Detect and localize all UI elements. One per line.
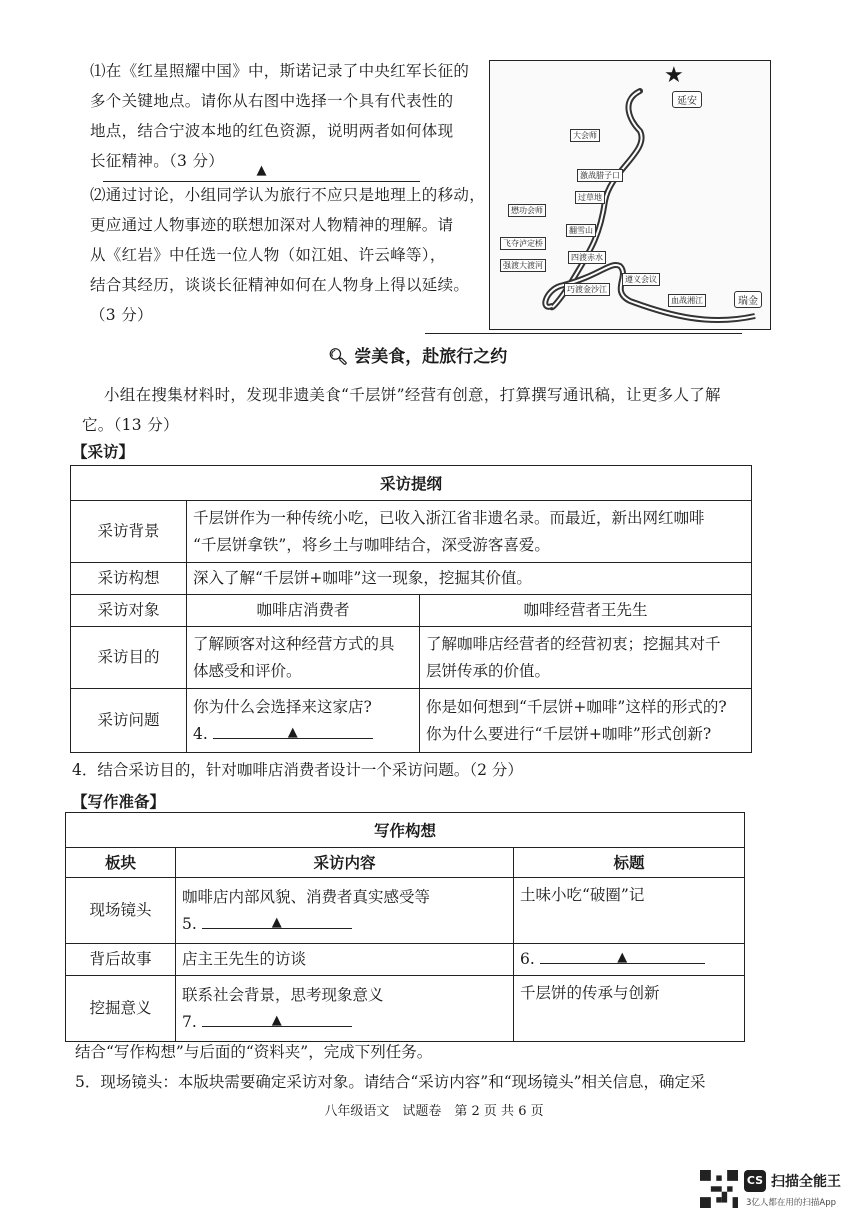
intro-line: 小组在搜集材料时，发现非遗美食“千层饼”经营有创意，打算撰写通讯稿，让更多人了解 [104,386,721,404]
question-line: 你为什么要进行“千层饼+咖啡”形式创新? [426,724,712,743]
content-line: 联系社会背景，思考现象意义 [182,985,384,1004]
blank-number: 7. [182,1012,197,1031]
header-section: 板块 [66,848,176,878]
question-2-line: 更应通过人物事迹的联想加深对人物精神的理解。请 [90,216,454,234]
map-place-ruijin: 瑞金 [734,291,762,308]
intro-line: 它。（13 分） [82,416,179,434]
answer-line-2[interactable] [425,331,742,334]
header-content: 采访内容 [176,848,514,878]
writing-table [65,812,745,1042]
map-place: 大会师 [570,129,600,142]
camscanner-logo-icon: CS [744,1170,766,1192]
title-cell: 土味小吃“破圈”记 [514,878,745,944]
star-icon: ★ [664,63,684,88]
section-label: 现场镜头 [66,878,176,944]
question-1-line: 长征精神。（3 分） [90,152,225,170]
map-place: 四渡赤水 [568,251,606,264]
writing-table-title: 写作构想 [66,813,745,848]
purpose-line: 了解顾客对这种经营方式的具 [193,634,395,653]
concept-cell: 深入了解“千层饼+咖啡”这一现象，挖掘其价值。 [187,563,752,595]
purpose-line: 层饼传承的价值。 [426,661,551,680]
answer-line-5[interactable] [202,914,352,930]
content-cell [176,976,514,1042]
title-cell [514,944,745,976]
title-cell: 千层饼的传承与创新 [514,976,745,1042]
target-owner: 咖啡经营者王先生 [420,595,752,627]
section-label: 背后故事 [66,944,176,976]
map-place: 遵义会议 [622,273,660,286]
question-1-line: ⑴在《红星照耀中国》中，斯诺记录了中央红军长征的 [90,62,470,80]
purpose-consumer [187,627,420,689]
answer-line-6[interactable] [540,950,705,965]
section-title: 尝美食，赴旅行之约 [354,347,508,367]
blank-5-row [182,911,507,938]
purpose-owner [420,627,752,689]
answer-mark: ▲ [617,950,628,965]
interview-label: 【采访】 [72,442,135,461]
question-4: 4．结合采访目的，针对咖啡店消费者设计一个采访问题。（2 分） [72,761,523,779]
content-cell: 店主王先生的访谈 [176,944,514,976]
content-cell [176,878,514,944]
answer-line-4[interactable] [213,724,373,740]
map-place: 强渡大渡河 [500,259,546,272]
interview-table [70,465,752,753]
purpose-line: 体感受和评价。 [193,661,302,680]
answer-mark: ▲ [287,724,298,740]
section-heading [328,342,507,367]
map-place: 巧渡金沙江 [564,283,610,296]
answer-line-7[interactable] [202,1012,352,1028]
background-cell [187,501,752,563]
row-label: 采访构想 [71,563,187,595]
question-2-line: （3 分） [90,306,153,324]
question-4-blank-row [193,721,413,748]
target-consumer: 咖啡店消费者 [187,595,420,627]
answer-mark: ▲ [271,1012,282,1028]
map-place: 飞夺泸定桥 [500,237,546,250]
content-line: 咖啡店内部风貌、消费者真实感受等 [182,887,431,906]
question-2 [90,180,495,330]
magnifier-icon: 🔍︎ [328,347,349,366]
question-line: 你为什么会选择来这家店? [193,697,372,716]
question-2-line: 从《红岩》中任选一位人物（如江姐、许云峰等）， [90,246,446,264]
question-owner [420,689,752,753]
question-5: 5．现场镜头：本版块需要确定采访对象。请结合“采访内容”和“现场镜头”相关信息，确定采 [75,1073,706,1091]
question-line: 你是如何想到“千层饼+咖啡”这样的形式的? [426,697,727,716]
qr-code-icon [700,1170,738,1208]
row-label: 采访背景 [71,501,187,563]
interview-table-title: 采访提纲 [71,466,752,501]
question-1 [90,56,490,176]
row-label: 采访问题 [71,689,187,753]
map-place: 血战湘江 [668,294,706,307]
long-march-map [489,60,771,330]
blank-7-row [182,1009,507,1036]
section-label: 挖掘意义 [66,976,176,1042]
map-place: 过草地 [575,191,605,204]
map-place-yanan: 延安 [672,91,702,108]
purpose-line: 了解咖啡店经营者的经营初衷；挖掘其对千 [426,634,721,653]
route-svg [490,61,770,329]
blank-number: 4. [193,724,208,743]
row-label: 采访目的 [71,627,187,689]
question-1-line: 地点，结合宁波本地的红色资源，说明两者如何体现 [90,122,454,140]
background-line: 千层饼作为一种传统小吃，已收入浙江省非遗名录。而最近，新出网红咖啡 [193,508,705,527]
question-2-line: 结合其经历，谈谈长征精神如何在人物身上得以延续。 [90,276,470,294]
row-label: 采访对象 [71,595,187,627]
question-consumer [187,689,420,753]
page-footer: 八年级语文 试题卷 第 2 页 共 6 页 [324,1104,544,1119]
map-place: 懋功会师 [508,204,546,217]
answer-mark: ▲ [271,914,282,930]
header-title: 标题 [514,848,745,878]
section-intro [82,380,782,440]
blank-number: 5. [182,914,197,933]
watermark-title: 扫描全能王 [771,1174,841,1190]
watermark-subtitle: 3亿人都在用的扫描App [746,1198,837,1208]
map-place: 激战腊子口 [577,169,623,182]
question-2-line: ⑵通过讨论，小组同学认为旅行不应只是地理上的移动， [90,186,486,204]
map-place: 翻雪山 [566,224,596,237]
instruction: 结合“写作构想”与后面的“资料夹”，完成下列任务。 [75,1043,433,1061]
question-1-line: 多个关键地点。请你从右图中选择一个具有代表性的 [90,92,454,110]
background-line: “千层饼拿铁”，将乡土与咖啡结合，深受游客喜爱。 [193,535,550,554]
blank-number: 6. [520,950,535,968]
writing-label: 【写作准备】 [72,792,166,811]
answer-mark: ▲ [256,163,267,178]
